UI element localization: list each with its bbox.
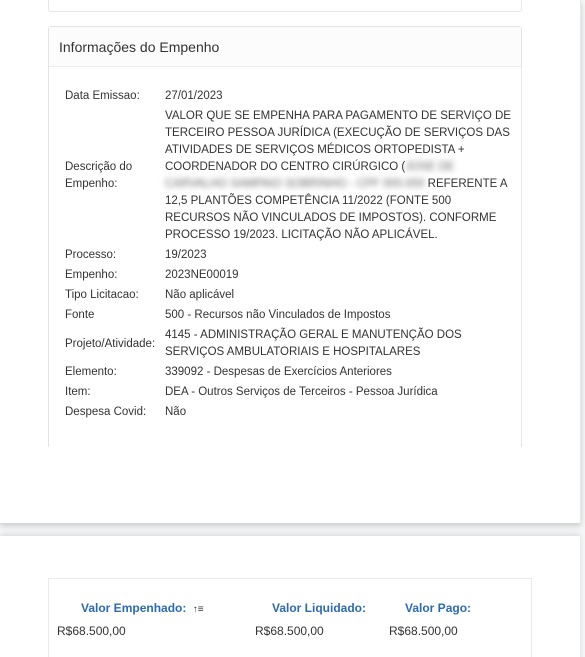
liquidado-column bbox=[255, 601, 367, 638]
field-label: Tipo Licitacao: bbox=[65, 289, 139, 301]
field-row-descricao bbox=[65, 107, 515, 246]
field-label: Despesa Covid: bbox=[65, 406, 147, 418]
empenhado-value: R$68.500,00 bbox=[57, 624, 126, 638]
field-label: Projeto/Atividade: bbox=[65, 337, 156, 350]
redacted-name: JOSE DE CARVALHO SAMPAIO SOBRINHO - CPF 000.000 bbox=[165, 161, 455, 190]
field-label: Fonte bbox=[65, 309, 95, 321]
totals-card bbox=[48, 578, 532, 657]
field-row-tipo-licitacao bbox=[65, 286, 515, 306]
field-row-item bbox=[65, 383, 515, 403]
field-value: 19/2023 bbox=[165, 249, 207, 261]
field-label: Empenho: bbox=[65, 269, 118, 281]
field-label: Descrição do Empenho: bbox=[65, 161, 133, 190]
descricao-text-before: VALOR QUE SE EMPENHA PARA PAGAMENTO DE SERVIÇO DE TERCEIRO PESSOA JURÍDICA (EXECUÇÃO DE SERVIÇOS DAS ATIVIDADES DE SERVIÇOS MÉDICOS ORTOPEDISTA + COORDENADOR DO CENTRO CIRÚRGICO ( bbox=[165, 110, 511, 173]
empenhado-column bbox=[57, 601, 204, 638]
field-value: 4145 - ADMINISTRAÇÃO GERAL E MANUTENÇÃO DOS SERVIÇOS AMBULATORIAIS E HOSPITALARES bbox=[165, 329, 462, 358]
sort-by-empenhado-header[interactable] bbox=[81, 601, 204, 615]
field-value: 500 - Recursos não Vinculados de Impostos bbox=[165, 309, 391, 321]
field-row-empenho bbox=[65, 266, 515, 286]
sort-by-pago-header[interactable]: Valor Pago: bbox=[405, 601, 472, 615]
descricao-text-after: REFERENTE A 12,5 PLANTÕES COMPETÊNCIA 11/2022 (FONTE 500 RECURSOS NÃO VINCULADOS DE IMPOSTOS). CONFORME PROCESSO 19/2023. LICITAÇÃO NÃO APLICÁVEL. bbox=[165, 178, 507, 241]
field-row-elemento bbox=[65, 363, 515, 383]
card-title: Informações do Empenho bbox=[59, 39, 220, 55]
pago-value: R$68.500,00 bbox=[389, 624, 458, 638]
field-label: Elemento: bbox=[65, 366, 117, 378]
field-value-descricao bbox=[165, 107, 515, 246]
previous-card-edge bbox=[48, 0, 522, 12]
sort-ascending-icon[interactable]: ↑≡ bbox=[192, 604, 204, 615]
field-row-data-emissao bbox=[65, 87, 515, 107]
empenhado-label: Valor Empenhado: bbox=[81, 601, 187, 615]
pago-column bbox=[389, 601, 472, 638]
field-label: Processo: bbox=[65, 249, 117, 261]
liquidado-value: R$68.500,00 bbox=[255, 624, 324, 638]
card-header bbox=[49, 27, 521, 67]
totals-panel bbox=[0, 536, 580, 657]
field-label: Data Emissao: bbox=[65, 90, 140, 102]
field-value: DEA - Outros Serviços de Terceiros - Pessoa Jurídica bbox=[165, 386, 438, 398]
field-value: 2023NE00019 bbox=[165, 269, 239, 281]
field-value: 27/01/2023 bbox=[165, 90, 223, 102]
field-row-projeto-atividade bbox=[65, 326, 515, 363]
field-value: 339092 - Despesas de Exercícios Anteriores bbox=[165, 366, 392, 378]
field-row-processo bbox=[65, 246, 515, 266]
field-value: Não aplicável bbox=[165, 289, 235, 301]
field-label: Item: bbox=[65, 386, 91, 398]
field-row-despesa-covid bbox=[65, 403, 515, 423]
field-row-fonte bbox=[65, 306, 515, 326]
field-value: Não bbox=[165, 406, 187, 418]
empenho-info-card bbox=[48, 26, 522, 447]
sort-by-liquidado-header[interactable]: Valor Liquidado: bbox=[272, 601, 367, 615]
empenho-info-table bbox=[65, 87, 515, 423]
